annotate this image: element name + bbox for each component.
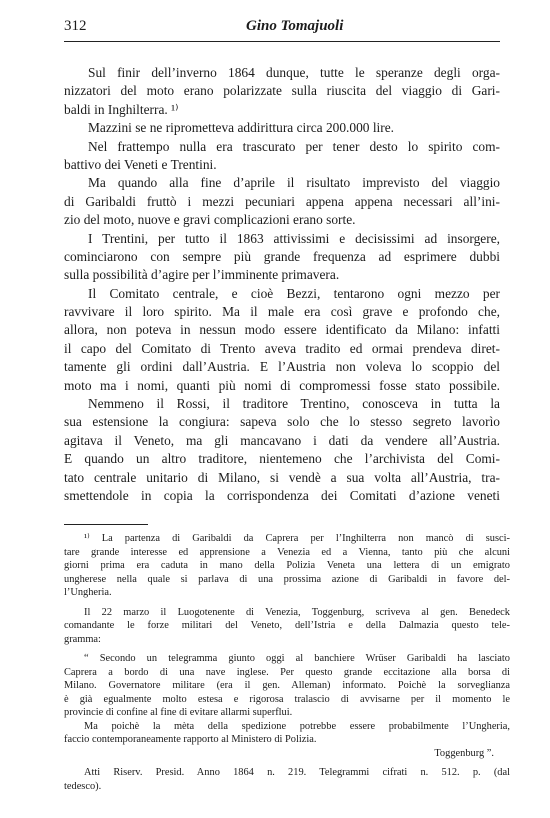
- body-line: Nel frattempo nulla era trascurato per tener desto lo spirito com-: [88, 138, 500, 154]
- footnote-source: [64, 766, 510, 793]
- body-line: cominciarono con sempre più grande frequenza ad esprimere dubbi: [64, 248, 500, 264]
- body-line: nizzatori del moto erano polarizzate sulla riuscita del viaggio di Gari-: [64, 83, 500, 99]
- footnote-line: Ma poichè la mèta della spedizione potrebbe essere probabilmente l’Ungheria,: [84, 720, 510, 732]
- footnote-source-line: tedesco).: [64, 780, 102, 792]
- footnote-line: Milano. Governatore militare (era il gen. Alleman) informato. Poichè la sorveglianza: [64, 680, 510, 691]
- footnote-line: “ Secondo un telegramma giunto oggi al banchiere Wrüser Garibaldi ha lasciato: [84, 653, 510, 664]
- footnote-line: ¹⁾ La partenza di Garibaldi da Caprera per l’Inghilterra non mancò di susci-: [84, 533, 510, 544]
- running-title: Gino Tomajuoli: [246, 18, 344, 34]
- footnote-rule: [64, 524, 148, 525]
- body-line: E quando un altro traditore, nientemeno che l’archivista del Comi-: [64, 451, 500, 467]
- body-line: zio del moto, nuove e gravi complicazioni erano sorte.: [64, 212, 356, 228]
- footnote-line: provincie di confine al fine di evitare allarmi superflui.: [64, 707, 293, 718]
- body-line: Nemmeno il Rossi, il traditore Trentino, conosceva in tutta la: [88, 396, 500, 412]
- body-line: il capo del Comitato di Trento aveva tradito ed ormai prendeva diret-: [64, 340, 500, 356]
- footnote-line: l’Ungheria.: [64, 587, 112, 598]
- footnote-line: comandante le forze militari del Veneto, dell’Istria e della Dalmazia questo tele-: [64, 620, 510, 631]
- body-line: ravvivare il loro spirito. Ma il male era così grave e profondo che,: [64, 304, 500, 320]
- footnote-line: ungherese nella quale si parlava di una prossima azione di Garibaldi in favore del-: [64, 573, 510, 585]
- page-header: [64, 18, 500, 42]
- footnote-source-line: Atti Riserv. Presid. Anno 1864 n. 219. Telegrammi cifrati n. 512. p. (dal: [84, 767, 510, 778]
- page-number: 312: [64, 18, 87, 34]
- footnote-line: tare grande interesse ed apprensione a Venezia ed a Vienna, tanto più che alcuni: [64, 546, 510, 558]
- footnotes: [64, 532, 510, 793]
- body-line: baldi in Inghilterra. ¹⁾: [64, 101, 179, 117]
- body-line: tato centrale unitario di Milano, si vendè a sua volta all’Austria, tra-: [64, 469, 500, 485]
- body-line: Il Comitato centrale, e cioè Bezzi, tentarono ogni mezzo per: [88, 285, 500, 301]
- body-line: I Trentini, per tutto il 1863 attivissimi e decisissimi ad insorgere,: [88, 230, 500, 246]
- footnote-line: giorni prima era caduta in mano della Polizia Veneta una lettera di un emigrato: [64, 560, 510, 571]
- footnote-line: Caprera a bordo di una nave inglese. Per questo grande eccitazione alla borsa di: [64, 666, 510, 678]
- body-line: di Garibaldi fruttò i mezzi pecuniari appena appena necessari all’ini-: [64, 193, 500, 209]
- main-text: [64, 64, 500, 505]
- body-line: Mazzini se ne riprometteva addirittura circa 200.000 lire.: [88, 120, 395, 136]
- footnote-line: Il 22 marzo il Luogotenente di Venezia, Toggenburg, scriveva al gen. Benedeck: [84, 606, 510, 618]
- body-line: tamente gli ordini dall’Austria. E l’Austria non voleva lo scoppio del: [64, 359, 500, 375]
- body-line: sua estensione la congiura: sapeva solo che lo stesso segreto lavorìo: [64, 414, 500, 430]
- footnote-signature: Toggenburg ”.: [434, 747, 494, 759]
- body-line: battivo dei Veneti e Trentini.: [64, 156, 217, 172]
- body-line: moto ma i nomi, quanti più nomi di compromessi fosse stato possibile.: [64, 377, 500, 393]
- body-line: agitava il Veneto, ma gli mancavano i dati da vendere all’Austria.: [64, 432, 500, 448]
- footnote-line: faccio contemporaneamente rapporto al Ministero di Polizia.: [64, 734, 317, 745]
- body-line: Sul finir dell’inverno 1864 dunque, tutte le speranze degli orga-: [88, 65, 500, 80]
- body-line: sulla possibilità d’agire per l’imminente primavera.: [64, 267, 340, 283]
- footnote-line: è già egualmente molto estesa e rigorosa tralascio di avvisarne per il momento le: [64, 693, 510, 705]
- footnote-line: gramma:: [64, 633, 101, 645]
- body-line: Ma quando alla fine d’aprile il risultato imprevisto del viaggio: [88, 175, 500, 191]
- header-rule: [64, 41, 500, 42]
- body-line: smettendole in copia la corrispondenza dei Comitati d’azione veneti: [64, 487, 500, 503]
- body-line: allora, non poteva in nessun modo essere identificato da Milano: infatti: [64, 322, 500, 338]
- footnote-body: [64, 532, 510, 747]
